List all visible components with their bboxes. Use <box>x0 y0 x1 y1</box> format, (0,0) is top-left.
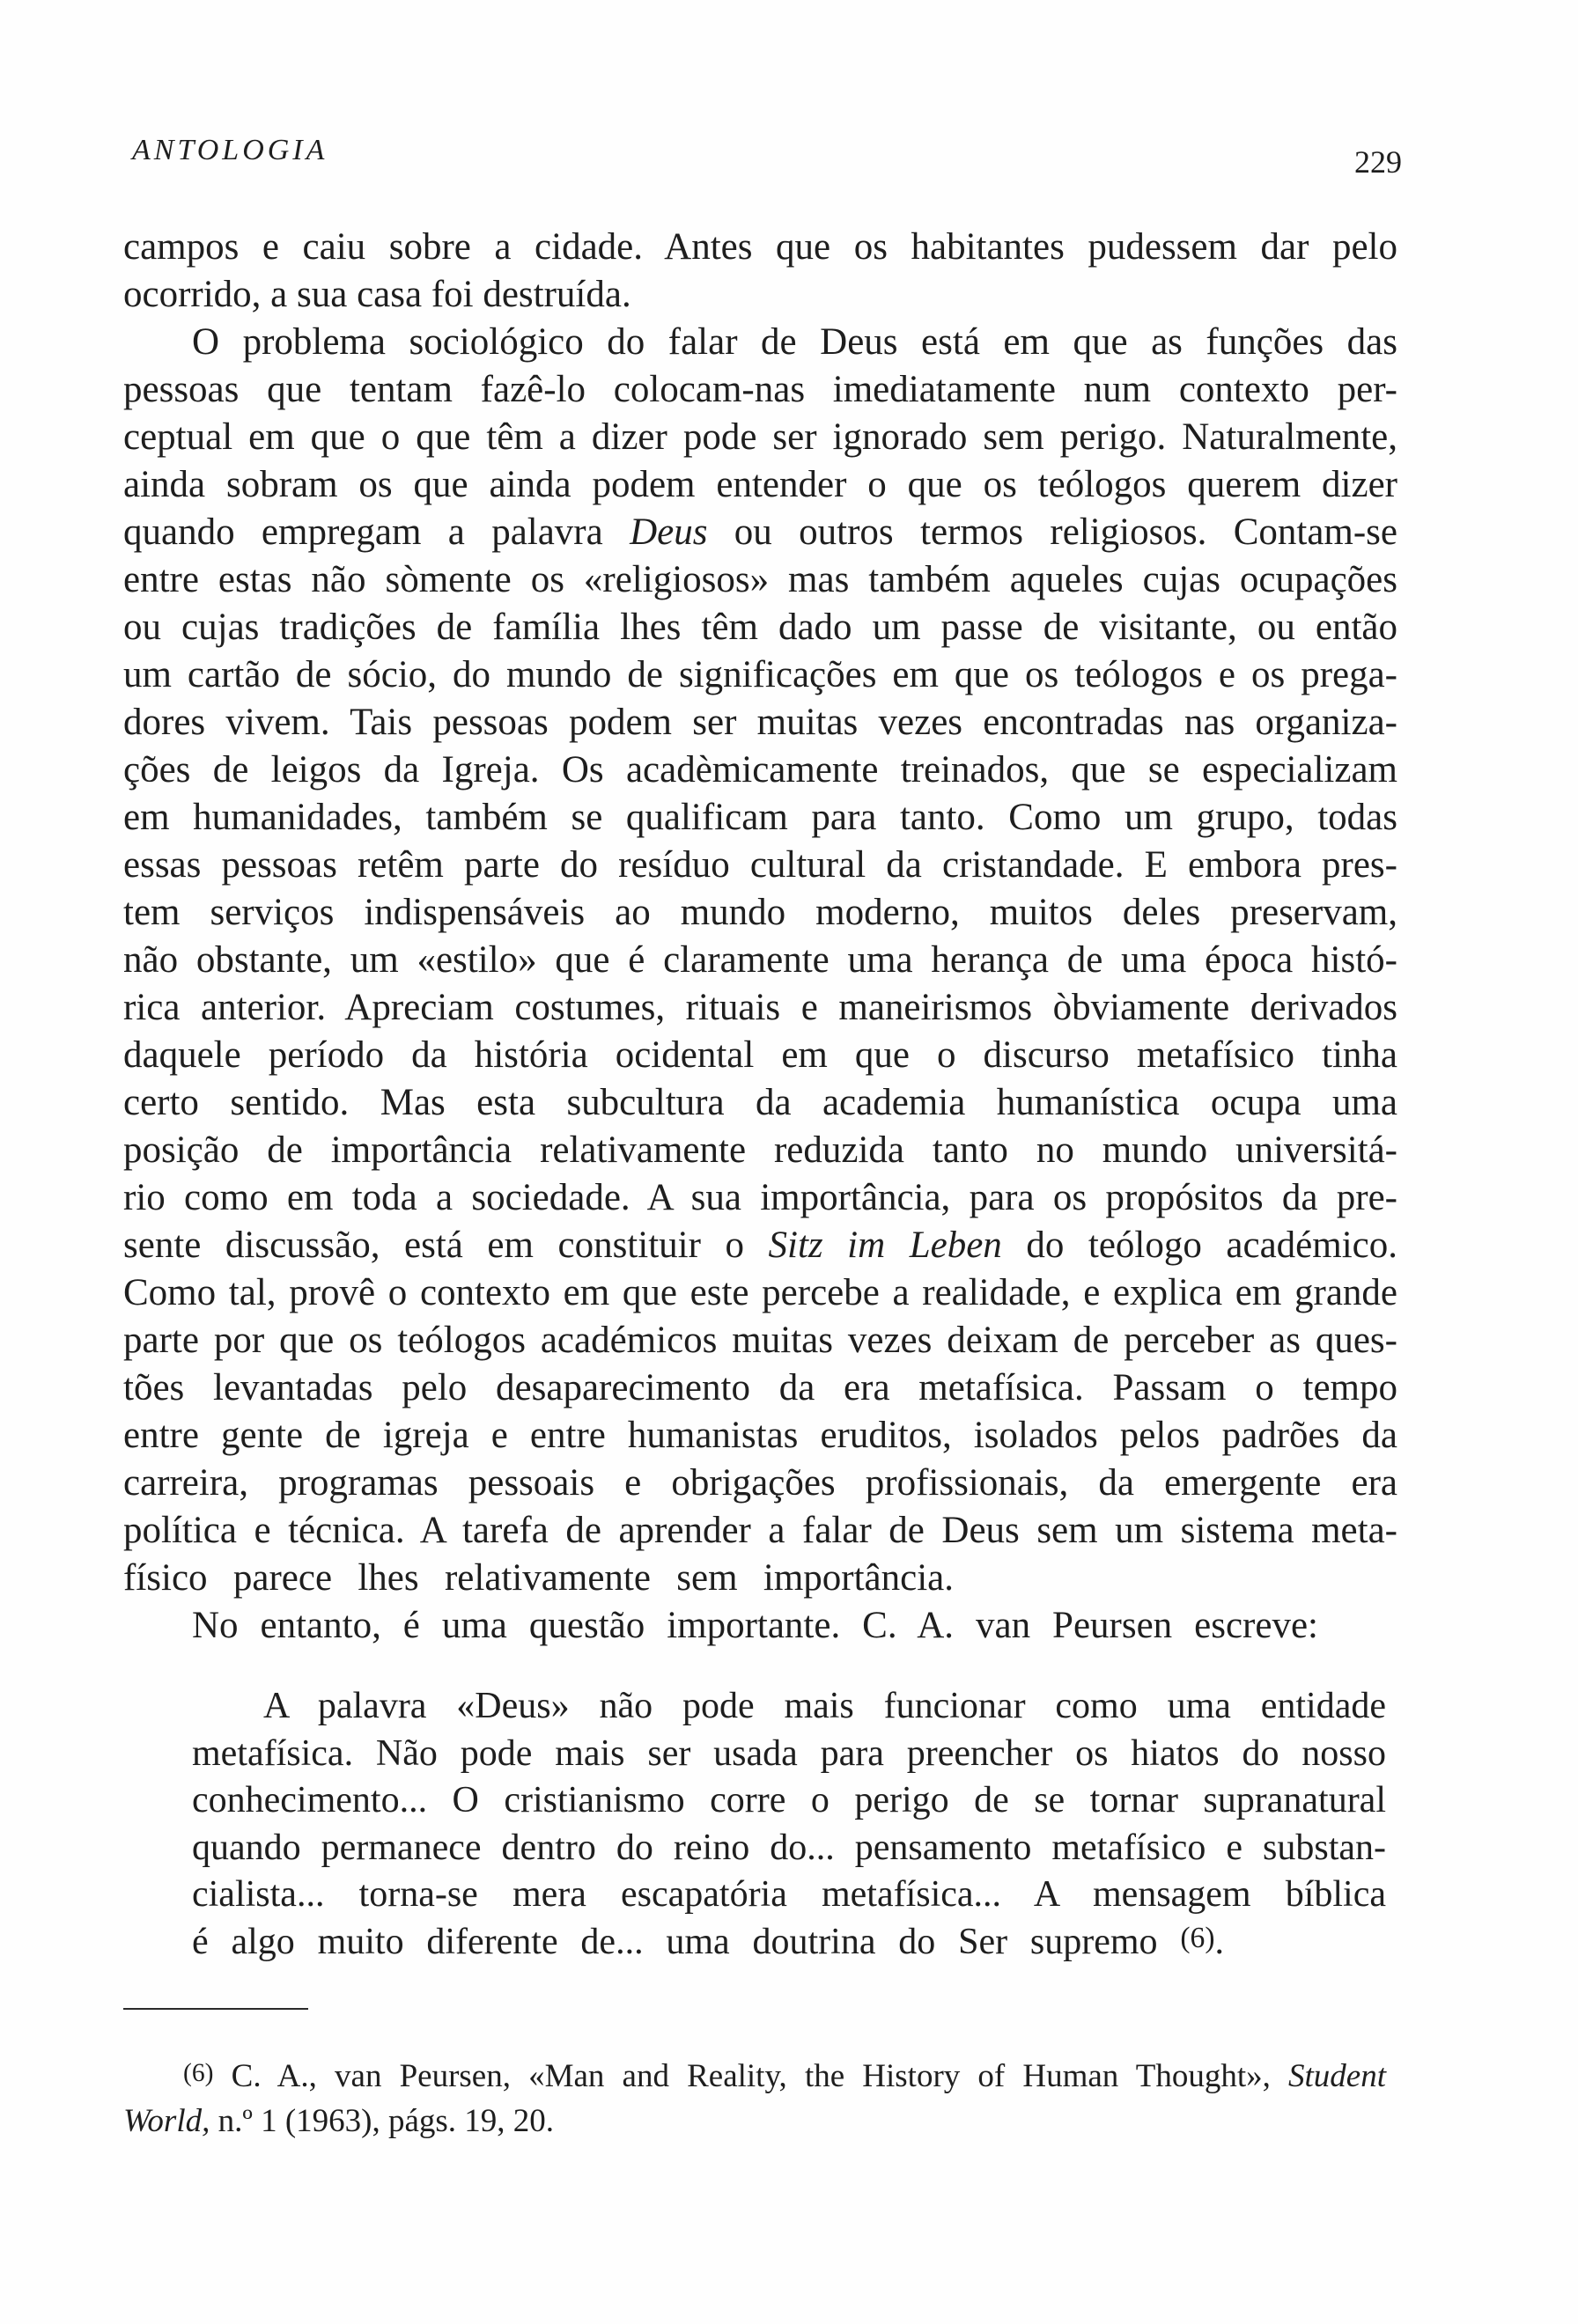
text-line: parte por que os teólogos académicos muitas vezes deixam de perceber as ques- <box>123 1320 1397 1361</box>
text-line: ainda sobram os que ainda podem entender o que os teólogos querem dizer <box>123 464 1397 505</box>
page-number: 229 <box>1354 144 1402 180</box>
quote-line: conhecimento... O cristianismo corre o perigo de se tornar supranatural <box>192 1780 1386 1820</box>
text-segment: C. A., van Peursen, «Man and Reality, the History of Human Thought», <box>213 2058 1289 2094</box>
italic-text: Sitz im Leben <box>768 1225 1002 1266</box>
text-line: tões levantadas pelo desaparecimento da era metafísica. Passam o tempo <box>123 1367 1397 1408</box>
quote-line: cialista... torna-se mera escapatória metafísica... A mensagem bíblica <box>192 1874 1386 1915</box>
text-line: rica anterior. Apreciam costumes, rituais e maneirismos òbviamente derivados <box>123 987 1397 1028</box>
text-line: ções de leigos da Igreja. Os acadèmicamente treinados, que se especializam <box>123 749 1397 791</box>
text-line: essas pessoas retêm parte do resíduo cultural da cristandade. E embora pres- <box>123 844 1397 886</box>
text-line: tem serviços indispensáveis ao mundo moderno, muitos deles preservam, <box>123 892 1397 933</box>
footnote-marker: (6) <box>183 2059 214 2088</box>
italic-text: Deus <box>630 511 708 553</box>
quote-line: metafísica. Não pode mais ser usada para preencher os hiatos do nosso <box>192 1732 1386 1774</box>
footnote-rule <box>123 2008 308 2010</box>
text-line: O problema sociológico do falar de Deus está em que as funções das <box>192 321 1397 363</box>
paragraph <box>123 224 1397 319</box>
text-segment: sente discussão, está em constituir o <box>123 1225 769 1266</box>
text-segment: n.º 1 (1963), págs. 19, 20. <box>210 2103 555 2139</box>
text-line: Como tal, provê o contexto em que este percebe a realidade, e explica em grande <box>123 1272 1397 1313</box>
text-line: ou cujas tradições de família lhes têm dado um passe de visitante, ou então <box>123 607 1397 648</box>
text-line: físico parece lhes relativamente sem importância. <box>123 1557 954 1599</box>
text-line: certo sentido. Mas esta subcultura da academia humanística ocupa uma <box>123 1082 1397 1123</box>
text-line: um cartão de sócio, do mundo de significações em que os teólogos e os prega- <box>123 654 1397 695</box>
quote-line <box>192 1919 1224 1967</box>
text-line: campos e caiu sobre a cidade. Antes que os habitantes pudessem dar pelo <box>123 226 1397 268</box>
text-segment: quando empregam a palavra <box>123 511 630 553</box>
footnote-marker: (6) <box>1180 1921 1215 1954</box>
footnote-line <box>123 2099 1386 2144</box>
footnote <box>123 2054 1386 2144</box>
text-line: entre estas não sòmente os «religiosos» mas também aqueles cujas ocupações <box>123 559 1397 600</box>
block-quote <box>192 1683 1386 1966</box>
quote-line: quando permanece dentro do reino do... pensamento metafísico e substan- <box>192 1827 1386 1868</box>
main-text <box>123 224 1397 1650</box>
running-title: ANTOLOGIA <box>132 134 328 166</box>
text-line: entre gente de igreja e entre humanistas eruditos, isolados pelos padrões da <box>123 1415 1397 1456</box>
text-line: política e técnica. A tarefa de aprender a falar de Deus sem um sistema meta- <box>123 1510 1397 1551</box>
text-line: rio como em toda a sociedade. A sua importância, para os propósitos da pre- <box>123 1177 1397 1218</box>
text-line <box>123 1222 1397 1269</box>
text-line: em humanidades, também se qualificam para tanto. Como um grupo, todas <box>123 797 1397 838</box>
paragraph <box>123 1602 1397 1650</box>
text-segment: . <box>1214 1921 1224 1962</box>
text-line: não obstante, um «estilo» que é claramente uma herança de uma época histó- <box>123 939 1397 981</box>
text-line: daquele período da história ocidental em que o discurso metafísico tinha <box>123 1034 1397 1076</box>
italic-text: Student <box>1288 2058 1386 2094</box>
text-segment: ou outros termos religiosos. Contam-se <box>707 511 1398 553</box>
text-line <box>123 509 1397 556</box>
text-line: ocorrido, a sua casa foi destruída. <box>123 274 631 315</box>
paragraph <box>123 319 1397 1602</box>
quote-line: A palavra «Deus» não pode mais funcionar como uma entidade <box>263 1686 1386 1726</box>
text-line: dores vivem. Tais pessoas podem ser muitas vezes encontradas nas organiza- <box>123 702 1397 743</box>
text-line: No entanto, é uma questão importante. C. A. van Peursen escreve: <box>192 1605 1318 1646</box>
italic-text: World, <box>123 2103 210 2139</box>
text-line: pessoas que tentam fazê-lo colocam-nas imediatamente num contexto per- <box>123 369 1397 410</box>
text-line: carreira, programas pessoais e obrigações profissionais, da emergente era <box>123 1462 1397 1504</box>
text-segment: é algo muito diferente de... uma doutrina do Ser supremo <box>192 1921 1181 1962</box>
text-line: ceptual em que o que têm a dizer pode ser ignorado sem perigo. Naturalmente, <box>123 416 1397 458</box>
footnote-line <box>123 2054 1386 2099</box>
text-segment: do teólogo académico. <box>1001 1225 1397 1266</box>
text-line: posição de importância relativamente reduzida tanto no mundo universitá- <box>123 1129 1397 1171</box>
